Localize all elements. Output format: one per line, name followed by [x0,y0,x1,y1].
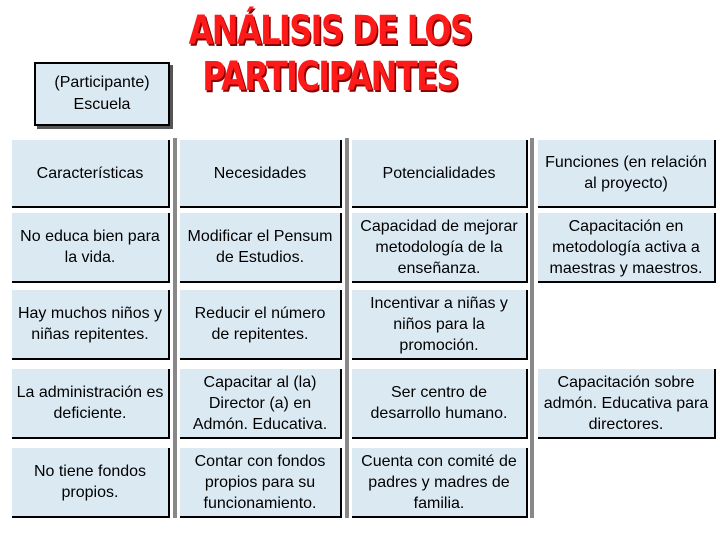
column-divider [345,138,349,518]
header-caracteristicas: Características [12,140,170,208]
table-cell: No tiene fondos propios. [12,448,170,518]
table-cell: Capacidad de mejorar metodología de la enseñanza. [352,213,528,283]
table-cell: Reducir el número de repitentes. [180,290,342,360]
table-cell: Contar con fondos propios para su funcionamiento. [180,448,342,518]
table-cell: Capacitación en metodología activa a maestras y maestros. [538,213,716,283]
participant-name-label: Escuela [73,96,131,113]
header-potencialidades: Potencialidades [352,140,528,208]
header-funciones: Funciones (en relación al proyecto) [538,140,716,208]
table-cell: La administración es deficiente. [12,369,170,439]
participant-type-label: (Participante) [54,74,150,91]
page-title: ANÁLISIS DE LOS PARTICIPANTES [188,8,472,100]
table-cell: Capacitar al (la) Director (a) en Admón. Educativa. [180,369,342,439]
table-cell: Ser centro de desarrollo humano. [352,369,528,439]
participant-box [34,62,170,126]
table-cell: Modificar el Pensum de Estudios. [180,213,342,283]
table-cell: No educa bien para la vida. [12,213,170,283]
table-cell: Hay muchos niños y niñas repitentes. [12,290,170,360]
table-cell: Capacitación sobre admón. Educativa para directores. [538,369,716,439]
column-divider [530,138,534,518]
header-necesidades: Necesidades [180,140,342,208]
table-cell: Incentivar a niñas y niños para la promoción. [352,290,528,360]
table-cell: Cuenta con comité de padres y madres de familia. [352,448,528,518]
column-divider [173,138,177,518]
